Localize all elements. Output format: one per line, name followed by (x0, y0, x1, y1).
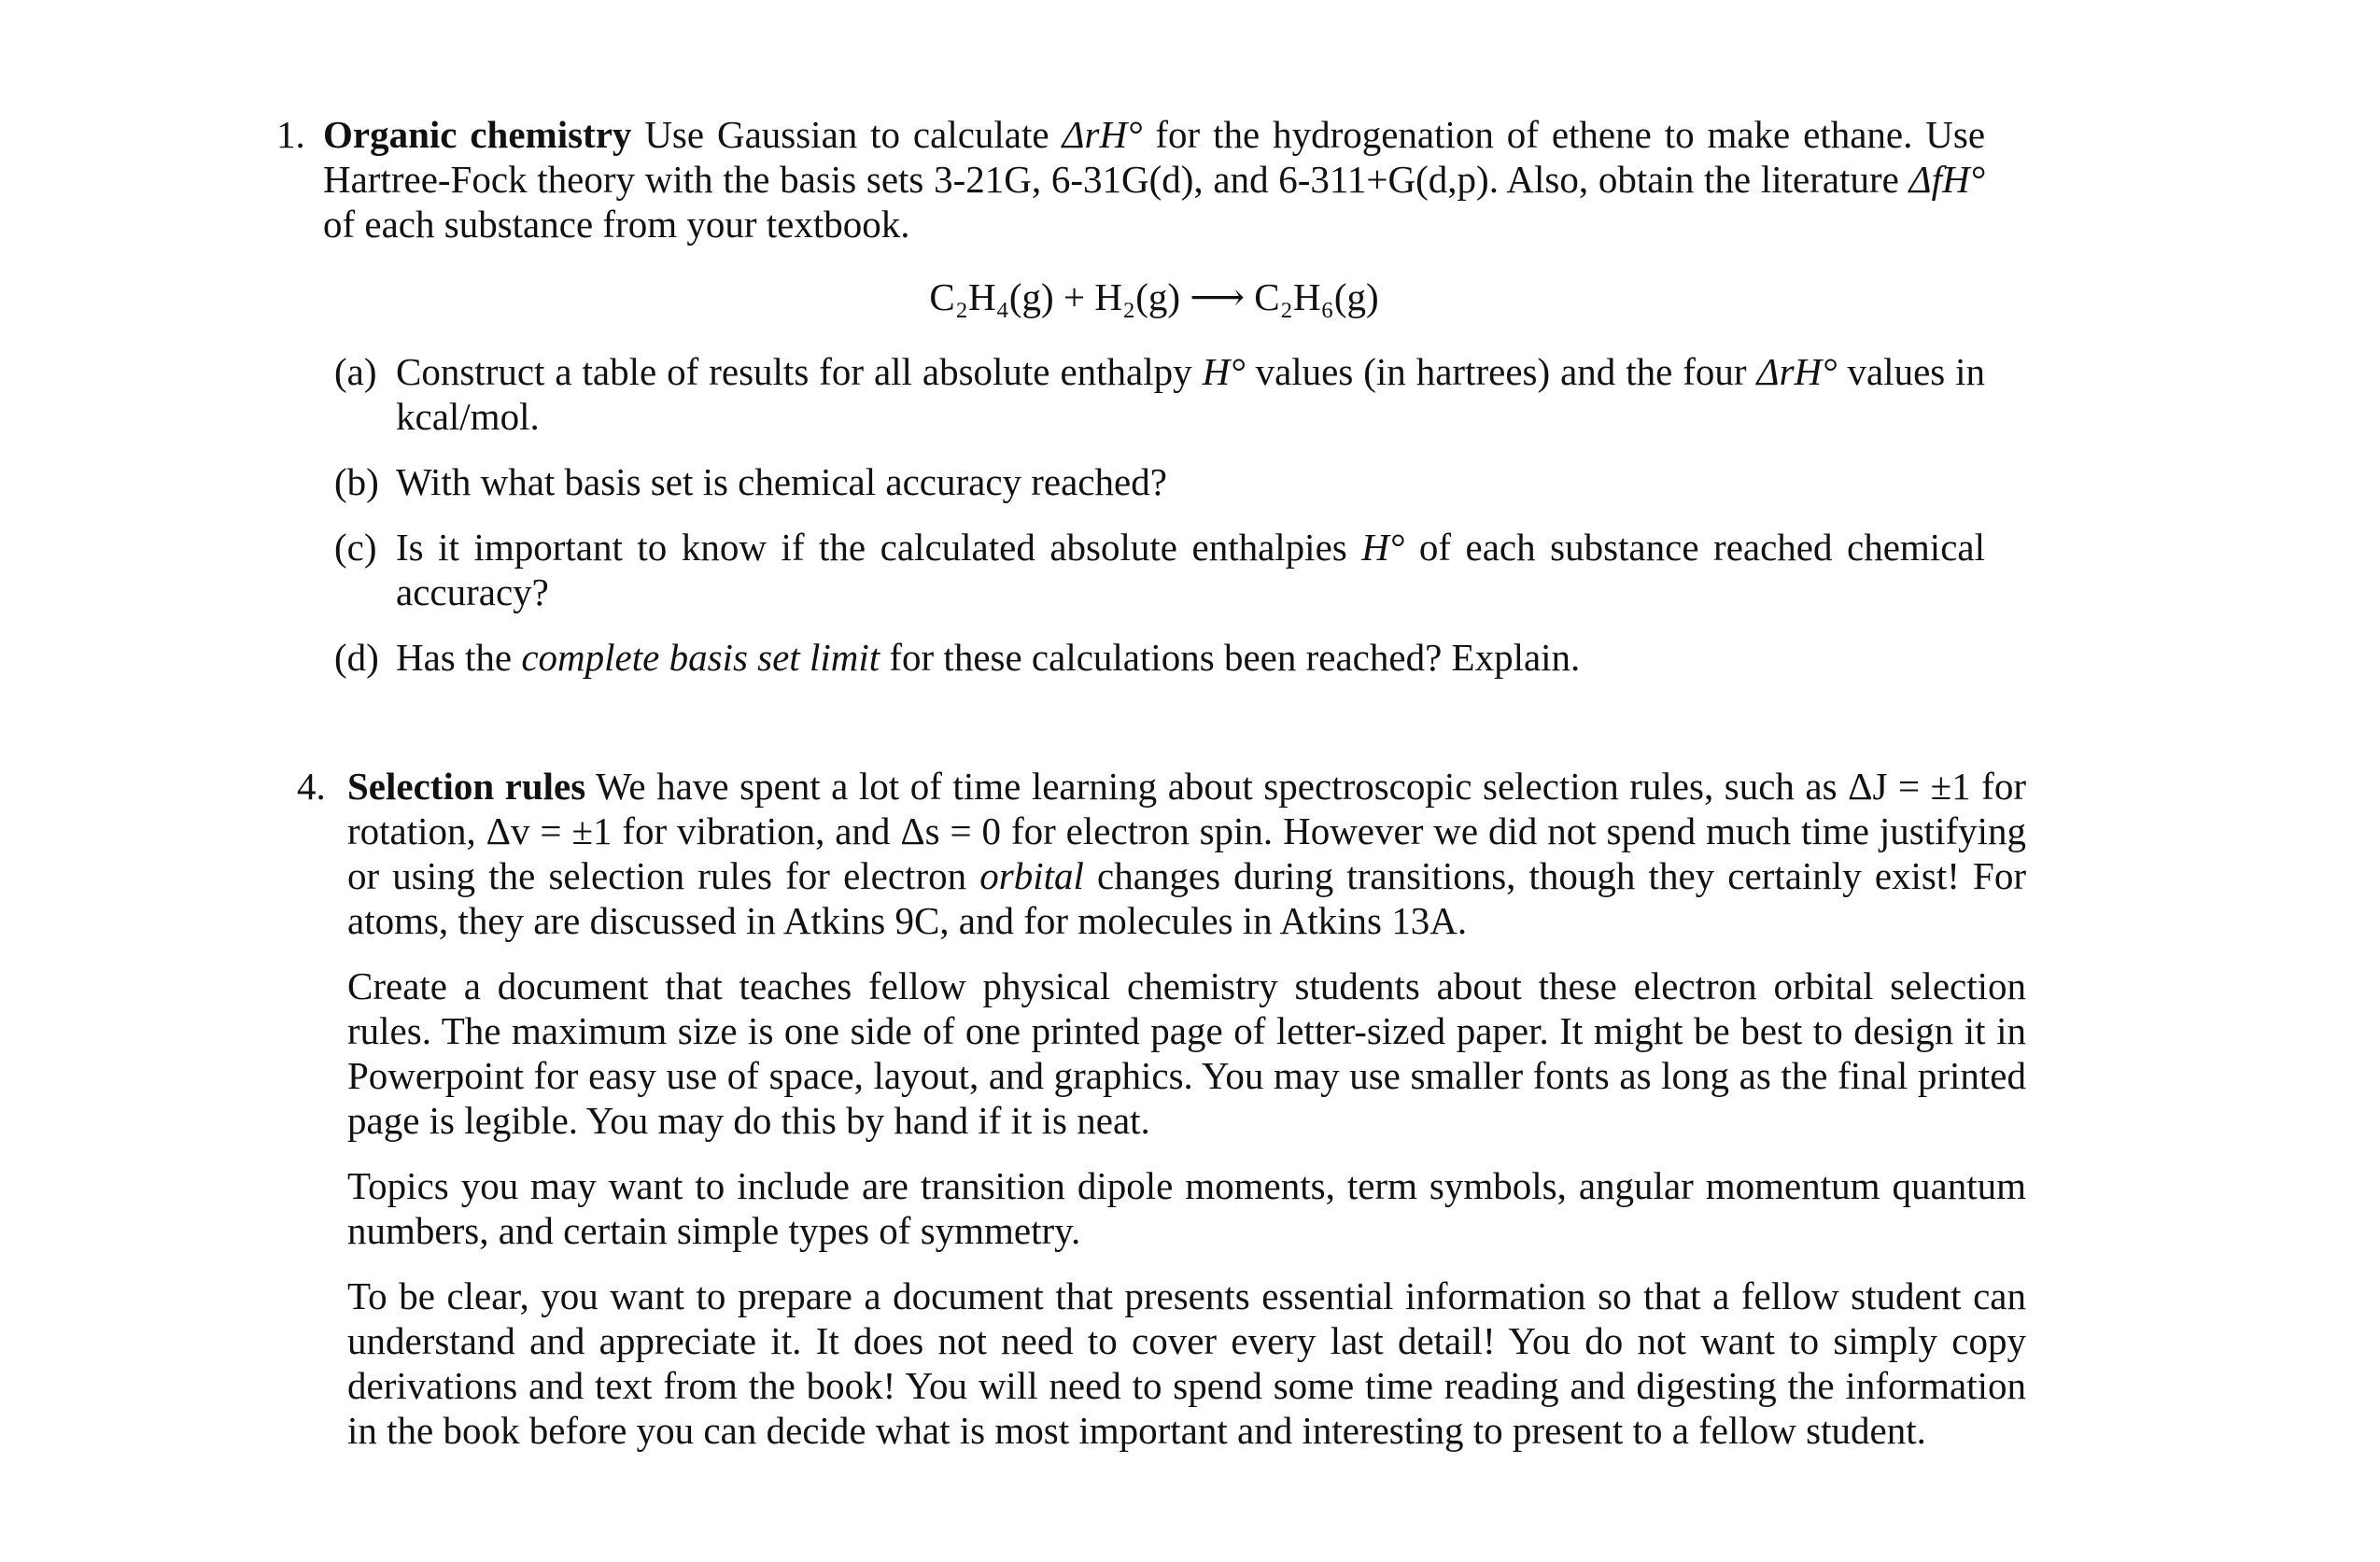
problem-4-paragraph-4: To be clear, you want to prepare a document that presents essential information so that a fellow student can understand and appreciate it. It does not need to cover every last detail! You do not want to simply copy derivations and text from the book! You will need to spend some time reading and digesting the information in the book before you can decide what is most important and interesting to present to a fellow student. (347, 1274, 2026, 1452)
subpart-c-text-b: of each substance reached chemical accuracy? (396, 526, 1985, 613)
problem-4-para1-emphasis: orbital (979, 854, 1084, 897)
subpart-b (334, 459, 1985, 504)
subpart-b-label: (b) (334, 460, 379, 503)
problem-4-para1-text-a: We have spent a lot of time learning about spectroscopic selection rules, such as ΔJ = ±1 for rotation, Δv = ±1 for vibration, and Δs = 0 for electron spin. However we did not spend much time justifying or using the selection rules for electron (347, 765, 2026, 897)
subpart-c-text-a: Is it important to know if the calculated absolute enthalpies (396, 526, 1347, 569)
subpart-d-text-a: Has the (396, 636, 513, 679)
subpart-a-text-b: values (in hartrees) and the four (1255, 350, 1747, 393)
problem-1-intro-text-a: Use Gaussian to calculate (644, 113, 1049, 156)
subpart-a-symbol-a: H° (1202, 350, 1246, 393)
problem-4-number: 4. (297, 765, 326, 808)
problem-4 (297, 764, 2026, 1453)
problem-1 (276, 112, 1985, 700)
subpart-c-symbol: H° (1361, 526, 1405, 569)
problem-1-intro-text-c: of each substance from your textbook. (323, 203, 910, 246)
problem-4-paragraph-2: Create a document that teaches fellow physical chemistry students about these electron orbital selection rules. The maximum size is one side of one printed page of letter-sized paper. It might be best to design it in Powerpoint for easy use of space, layout, and graphics. You may use smaller fonts as long as the final printed page is legible. You may do this by hand if it is neat. (347, 964, 2026, 1142)
problem-1-topic: Organic chemistry (323, 113, 632, 156)
formation-enthalpy-symbol: ΔfH° (1908, 158, 1986, 201)
problem-1-subparts (334, 349, 1985, 680)
problem-1-intro (323, 112, 1985, 246)
subpart-b-text: With what basis set is chemical accuracy reached? (396, 460, 1167, 503)
subpart-c (334, 525, 1985, 614)
subpart-c-label: (c) (334, 526, 377, 569)
hydrogenation-equation: C₂H₄(g) + H₂(g) ⟶ C₂H₆(g) (929, 275, 1379, 318)
subpart-a-label: (a) (334, 350, 377, 393)
problem-4-paragraph-1 (347, 764, 2026, 943)
subpart-a (334, 349, 1985, 439)
problem-4-paragraph-3: Topics you may want to include are transition dipole moments, term symbols, angular momentum quantum numbers, and certain simple types of symmetry. (347, 1164, 2026, 1252)
problem-4-para1-text-b: changes during transitions, though they certainly exist! For atoms, they are discussed in Atkins 9C, and for molecules in Atkins 13A. (347, 854, 2026, 942)
subpart-d (334, 635, 1985, 680)
subpart-d-text-b: for these calculations been reached? Explain. (889, 636, 1581, 679)
problem-4-body (347, 764, 2026, 1453)
problem-1-intro-text-b: for the hydrogenation of ethene to make ethane. Use Hartree-Fock theory with the basis sets 3-21G, 6-31G(d), and 6-311+G(d,p). Also, obtain the literature (323, 113, 1986, 201)
subpart-a-text-c: values in kcal/mol. (396, 350, 1986, 438)
problem-1-number: 1. (276, 113, 305, 156)
reaction-enthalpy-symbol: ΔrH° (1062, 113, 1143, 156)
subpart-a-symbol-b: ΔrH° (1756, 350, 1838, 393)
subpart-d-emphasis: complete basis set limit (521, 636, 880, 679)
problem-4-topic: Selection rules (347, 765, 586, 808)
subpart-a-text-a: Construct a table of results for all absolute enthalpy (396, 350, 1192, 393)
subpart-d-label: (d) (334, 636, 379, 679)
